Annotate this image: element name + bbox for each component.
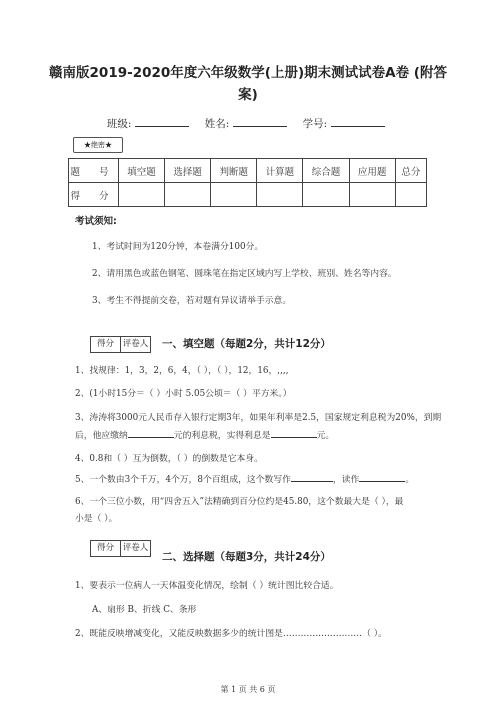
score-cell[interactable] — [165, 183, 211, 207]
page-footer: 第 1 页 共 6 页 — [220, 685, 276, 694]
question-1-3 — [75, 410, 445, 445]
scorer-score-label: 得分 — [96, 339, 114, 349]
question-1-2: 2、(1小时15分＝（ ）小时 5.05公顷＝（ ）平方米。） — [75, 389, 292, 399]
page-title: 赣南版2019-2020年度六年级数学(上册)期末测试试卷A卷 (附答案) — [49, 65, 447, 103]
question-1-1: 1、找规律：1，3，2，6，4，（ ），（ ），12，16，,,,, — [75, 366, 289, 376]
answer-blank[interactable] — [359, 471, 405, 482]
section-1-title: 一、填空题（每题2分，共计12分） — [162, 338, 331, 350]
section-2-title: 二、选择题（每题3分，共计24分） — [162, 551, 331, 563]
question-2-1-options: A、扇形 B、折线 C、条形 — [92, 605, 197, 615]
secret-label: ★绝密★ — [73, 137, 123, 153]
student-id-blank[interactable] — [331, 116, 385, 127]
name-blank[interactable] — [233, 116, 287, 127]
answer-blank[interactable] — [291, 471, 333, 482]
name-field: 姓名: — [205, 118, 292, 130]
scorer-box — [90, 540, 151, 557]
answer-blank[interactable] — [128, 427, 174, 438]
notes-title: 考试须知: — [75, 216, 117, 227]
note-item: 2、请用黑色或蓝色钢笔、圆珠笔在指定区域内写上学校、班别、姓名等内容。 — [92, 269, 397, 279]
question-2-1: 1、要表示一位病人一天体温变化情况，绘制（ ）统计图比较合适。 — [75, 581, 339, 591]
question-1-3-line2: 后，他应缴纳 元的利息税，实得利息是 元。 — [75, 427, 445, 445]
question-1-6 — [75, 494, 445, 528]
score-table-header: 综合题 — [303, 159, 349, 183]
score-table-header-row — [69, 159, 427, 183]
note-item: 3、考生不得提前交卷，若对题有异议请举手示意。 — [92, 296, 292, 306]
note-item: 1、考试时间为120分钟，本卷满分100分。 — [92, 242, 264, 252]
score-table — [68, 158, 427, 207]
score-table-header: 题 号 — [69, 159, 119, 183]
score-table-header: 判断题 — [211, 159, 257, 183]
score-table-score-row — [69, 183, 427, 207]
student-info-line — [0, 116, 496, 131]
class-field: 班级: — [107, 118, 194, 130]
scorer-box — [90, 336, 151, 353]
score-table-header: 应用题 — [349, 159, 395, 183]
question-1-3-line1: 3、涛涛将3000元人民币存入银行定期3年，如果年利率是2.5，国家规定利息税为20%，到期 — [75, 413, 442, 423]
score-table-header: 总分 — [395, 159, 426, 183]
score-cell[interactable] — [119, 183, 165, 207]
question-2-2: 2、既能反映增减变化，又能反映数据多少的统计图是………………………（ ）。 — [75, 629, 387, 639]
class-blank[interactable] — [135, 116, 189, 127]
score-cell[interactable] — [211, 183, 257, 207]
score-cell[interactable] — [257, 183, 303, 207]
answer-blank[interactable] — [271, 427, 317, 438]
question-1-4: 4、0.8和（ ）互为倒数，（ ）的倒数是它本身。 — [75, 454, 263, 464]
question-1-6-line2: 小是（ ）。 — [75, 514, 118, 524]
score-table-header: 计算题 — [257, 159, 303, 183]
scorer-grader-label: 评卷人 — [120, 337, 150, 352]
student-id-field: 学号: — [303, 118, 390, 130]
score-cell[interactable] — [395, 183, 426, 207]
score-cell[interactable] — [349, 183, 395, 207]
score-cell[interactable] — [303, 183, 349, 207]
question-1-5: 5、一个数由3个千万，4个万，8个百组成，这个数写作 ，读作 。 — [75, 471, 435, 489]
scorer-score-label: 得分 — [96, 543, 114, 553]
score-table-header: 选择题 — [165, 159, 211, 183]
question-1-6-line1: 6、一个三位小数，用“四舍五入”法精确到百分位约是45.80，这个数最大是（ ），最 — [75, 497, 404, 507]
score-row-label: 得 分 — [69, 183, 119, 207]
score-table-header: 填空题 — [119, 159, 165, 183]
scorer-grader-label: 评卷人 — [120, 541, 150, 556]
